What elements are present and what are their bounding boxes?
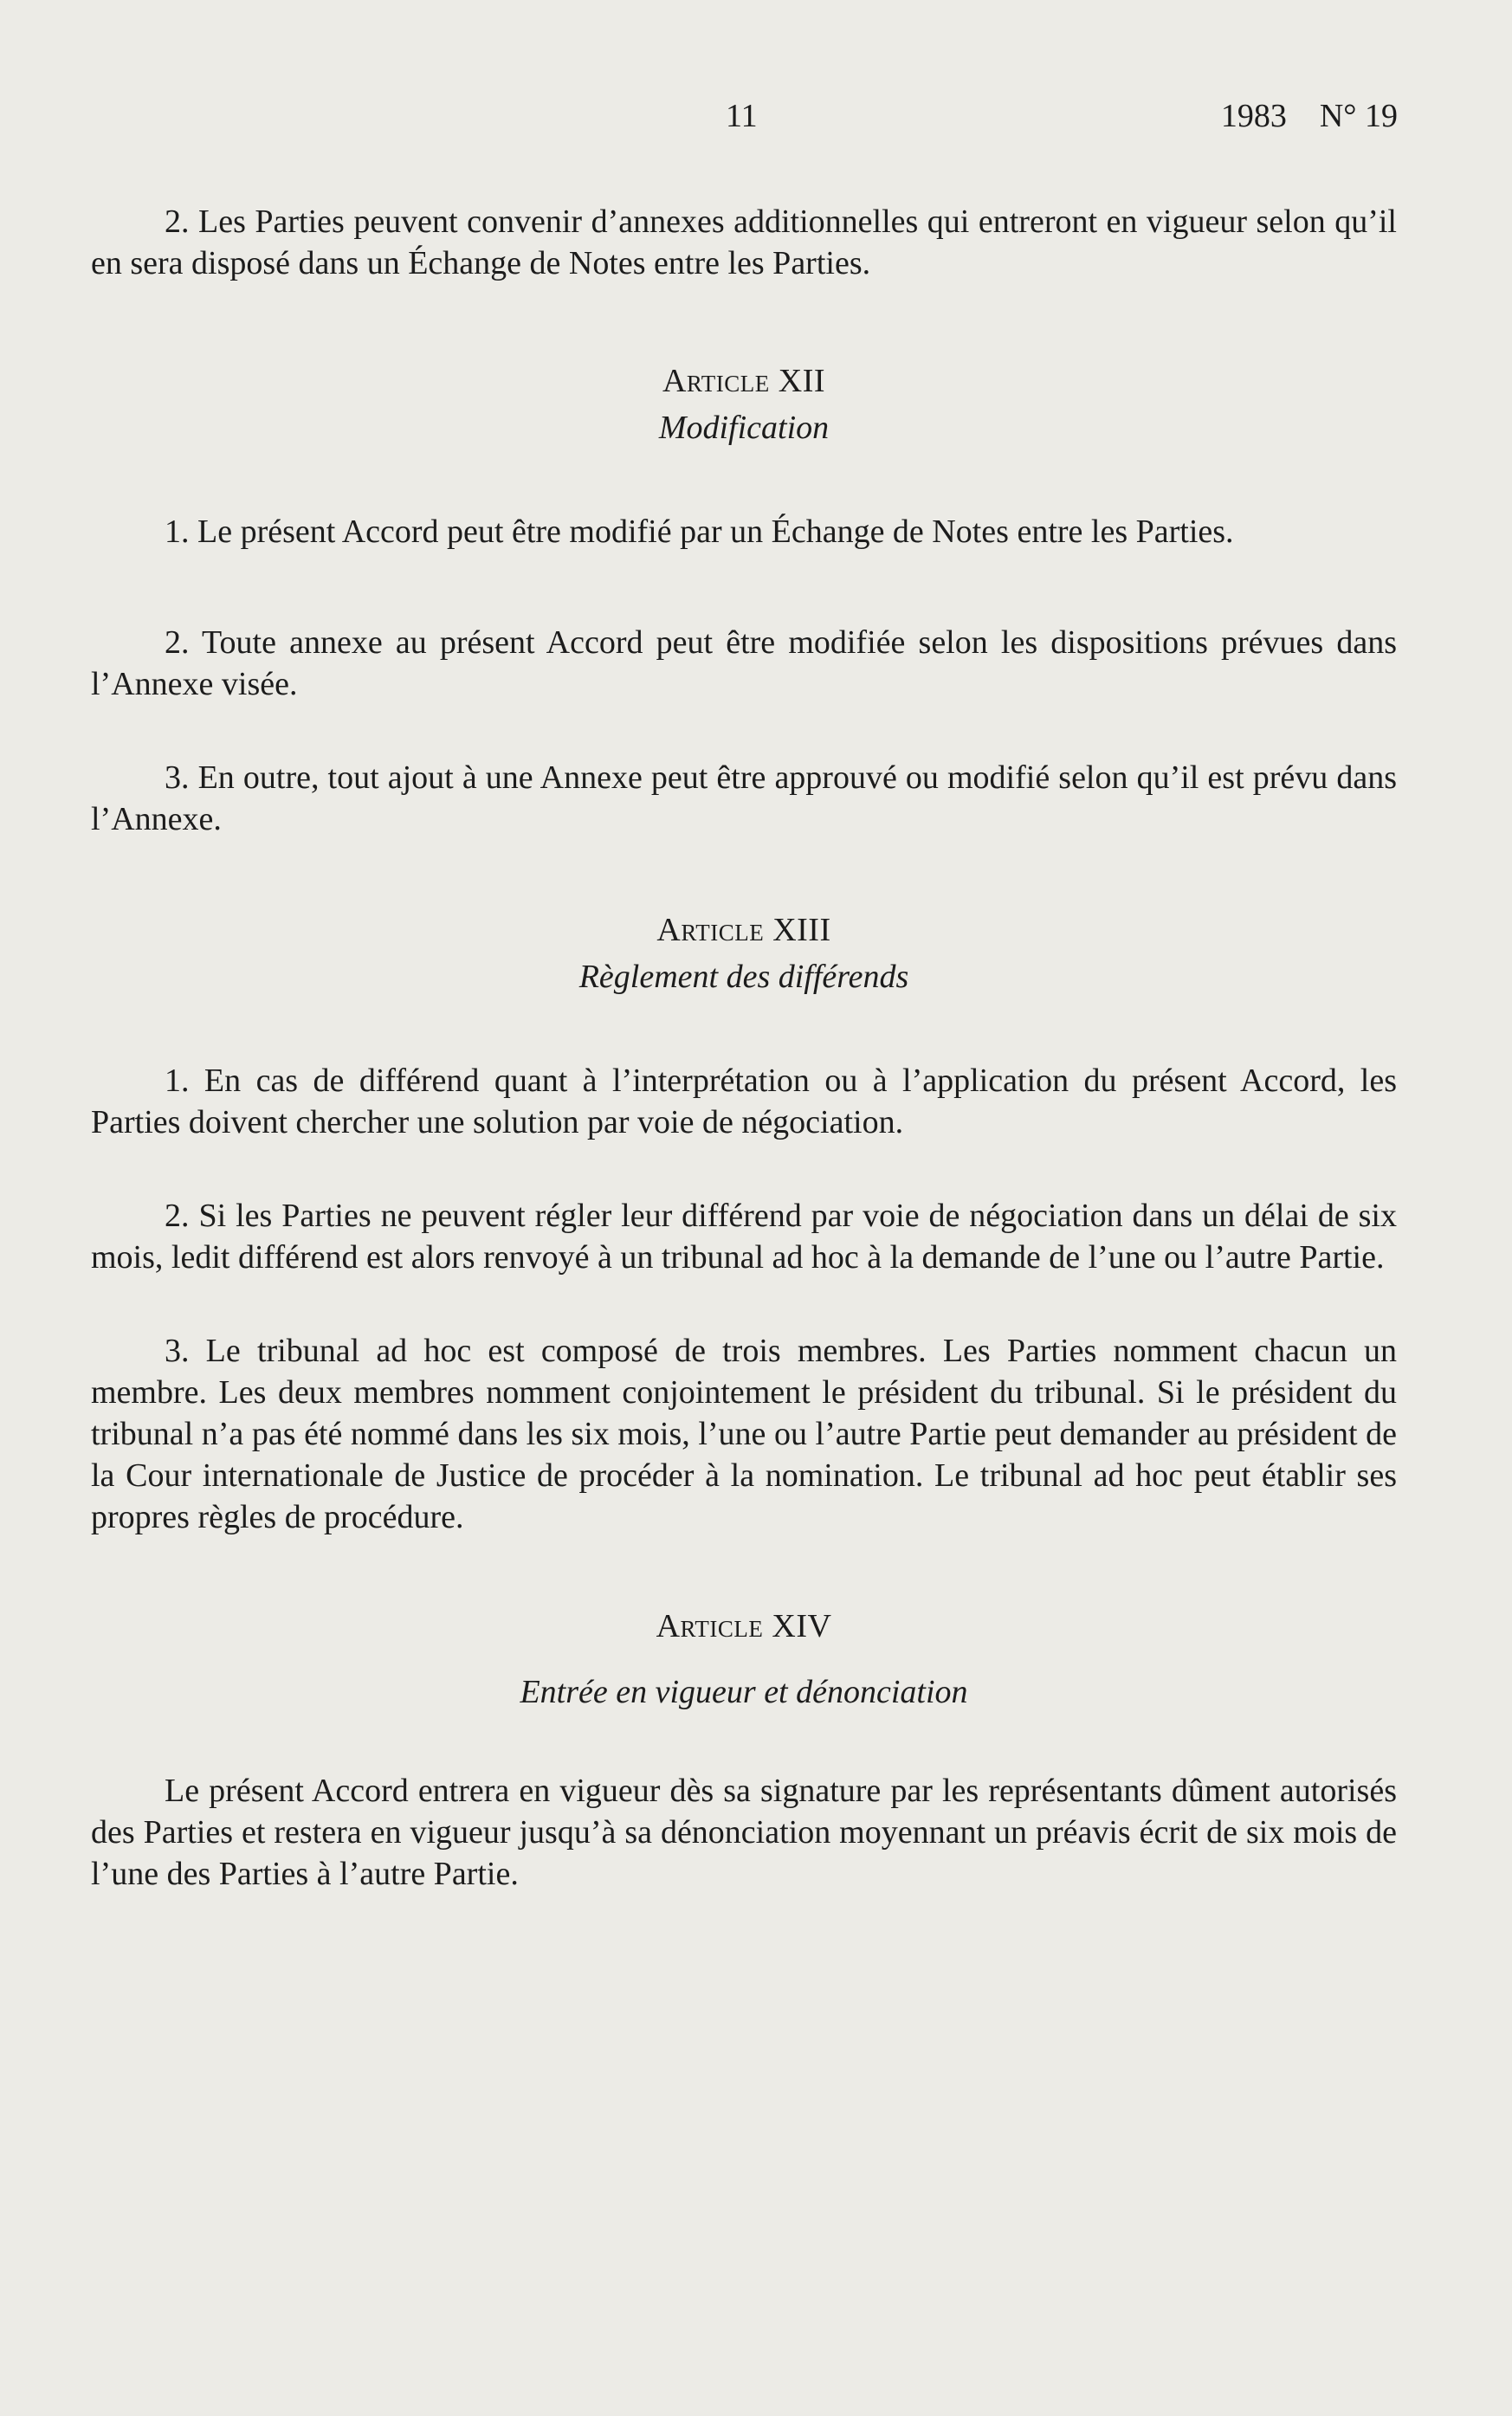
article-14-paragraph-1: Le présent Accord entrera en vigueur dès sa signature par les représentants dûment autorisés des Parties et restera en vigueur jusqu’à sa dénonciation moyennant un préavis écrit de six mois de l’une des Parties à l’autre Partie. [91,1773,1397,1892]
article-13 [91,909,1397,1538]
article-13-heading: Article XIII [656,912,831,948]
article-12-paragraph-3: 3. En outre, tout ajout à une Annexe peut être approuvé ou modifié selon qu’il est prévu dans l’Annexe. [91,759,1397,837]
article-13-paragraph-1: 1. En cas de différend quant à l’interprétation ou à l’application du présent Accord, les Parties doivent chercher une solution par voie de négociation. [91,1063,1397,1140]
article-13-paragraph-3: 3. Le tribunal ad hoc est composé de trois membres. Les Parties nomment chacun un membre. Les deux membres nomment conjointement le président du tribunal. Si le président du tribunal n’a pas été nommé dans les six mois, l’une ou l’autre Partie peut demander au président de la Cour internationale de Justice de procéder à la nomination. Le tribunal ad hoc peut établir ses propres règles de procédure. [91,1333,1397,1535]
document-reference [1221,97,1398,135]
article-12-subtitle: Modification [658,410,830,446]
article-12-paragraph-2: 2. Toute annexe au présent Accord peut être modifiée selon les dispositions prévues dans l’Annexe visée. [91,624,1397,702]
page-number: 11 [726,98,758,134]
article-13-subtitle: Règlement des différends [578,959,909,995]
article-12-paragraph-1: 1. Le présent Accord peut être modifié par un Échange de Notes entre les Parties. [165,514,1234,550]
page-body [91,201,1397,1895]
article-12-heading: Article XII [662,363,826,399]
article-12 [91,360,1397,840]
article-14-heading: Article XIV [656,1608,832,1644]
page-header [0,97,1512,149]
document-number: N° 19 [1319,98,1398,134]
article-14-subtitle: Entrée en vigueur et dénonciation [520,1674,968,1710]
intro-paragraph: 2. Les Parties peuvent convenir d’annexes additionnelles qui entreront en vigueur selon qu’il en sera disposé dans un Échange de Notes entre les Parties. [91,203,1397,281]
article-13-paragraph-2: 2. Si les Parties ne peuvent régler leur différend par voie de négociation dans un délai de six mois, ledit différend est alors renvoyé à un tribunal ad hoc à la demande de l’une ou l’autre Partie. [91,1198,1397,1276]
document-year: 1983 [1220,98,1287,134]
article-14 [91,1605,1397,1895]
